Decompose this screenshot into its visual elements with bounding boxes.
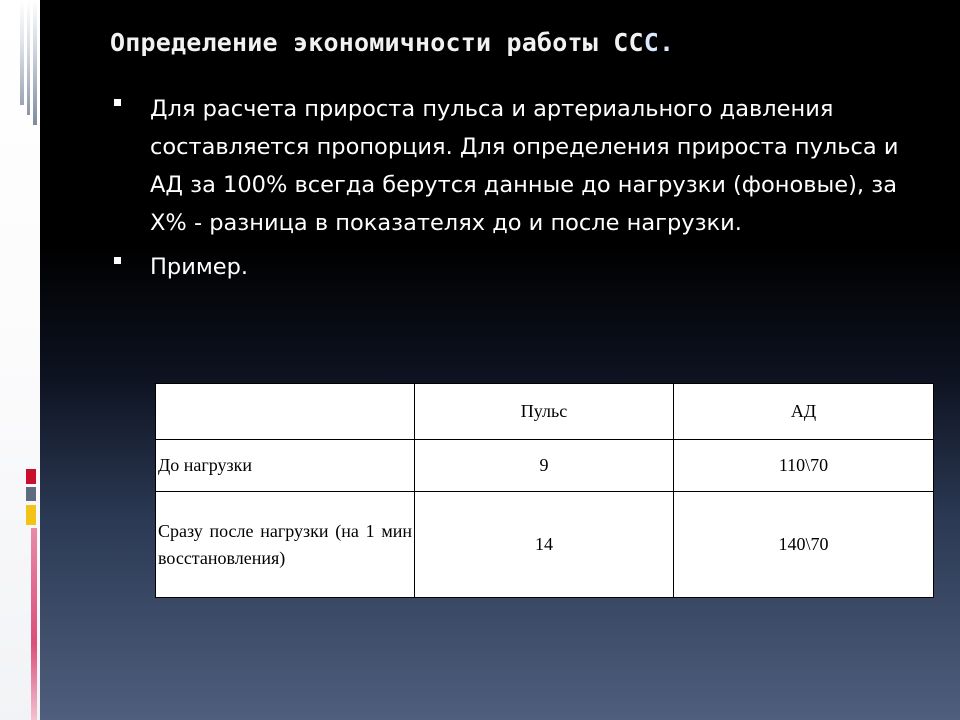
table-header-cell: АД <box>674 384 934 440</box>
decor-stripe-lines <box>33 0 37 125</box>
decor-stripe-lines <box>20 0 24 105</box>
decor-stripe-gray <box>26 487 36 501</box>
table-cell: 140\70 <box>674 492 934 598</box>
decor-stripe-yellow <box>26 505 36 525</box>
slide-title <box>110 28 930 57</box>
bullet-square-icon <box>114 99 121 106</box>
slide-title-tail: С. <box>643 28 675 57</box>
slide-title-text: Определение экономичности работы СС <box>110 28 644 57</box>
data-table <box>155 383 934 598</box>
table-cell: 110\70 <box>674 440 934 492</box>
table-row <box>156 492 934 598</box>
table-row <box>156 440 934 492</box>
table-header-cell: Пульс <box>415 384 674 440</box>
decor-stripe-pink <box>31 528 37 720</box>
bullet-list <box>110 90 910 286</box>
table-cell: Сразу после нагрузки (на 1 мин восстановления) <box>156 492 415 598</box>
table-cell: 9 <box>415 440 674 492</box>
decor-stripe-red <box>26 469 36 484</box>
bullet-item <box>110 90 910 242</box>
decor-stripe-lines <box>27 0 30 115</box>
bullet-item <box>110 248 910 286</box>
bullet-text: Для расчета прироста пульса и артериального давления составляется пропорция. Для определения прироста пульса и АД за 100% всегда берутся данные до нагрузки (фоновые), за Х% - разница в показателях до и после нагрузки. <box>150 96 899 236</box>
table-header-cell <box>156 384 415 440</box>
bullet-text: Пример. <box>150 254 249 280</box>
table-cell: 14 <box>415 492 674 598</box>
table-cell: До нагрузки <box>156 440 415 492</box>
table-header-row <box>156 384 934 440</box>
bullet-square-icon <box>114 257 121 264</box>
